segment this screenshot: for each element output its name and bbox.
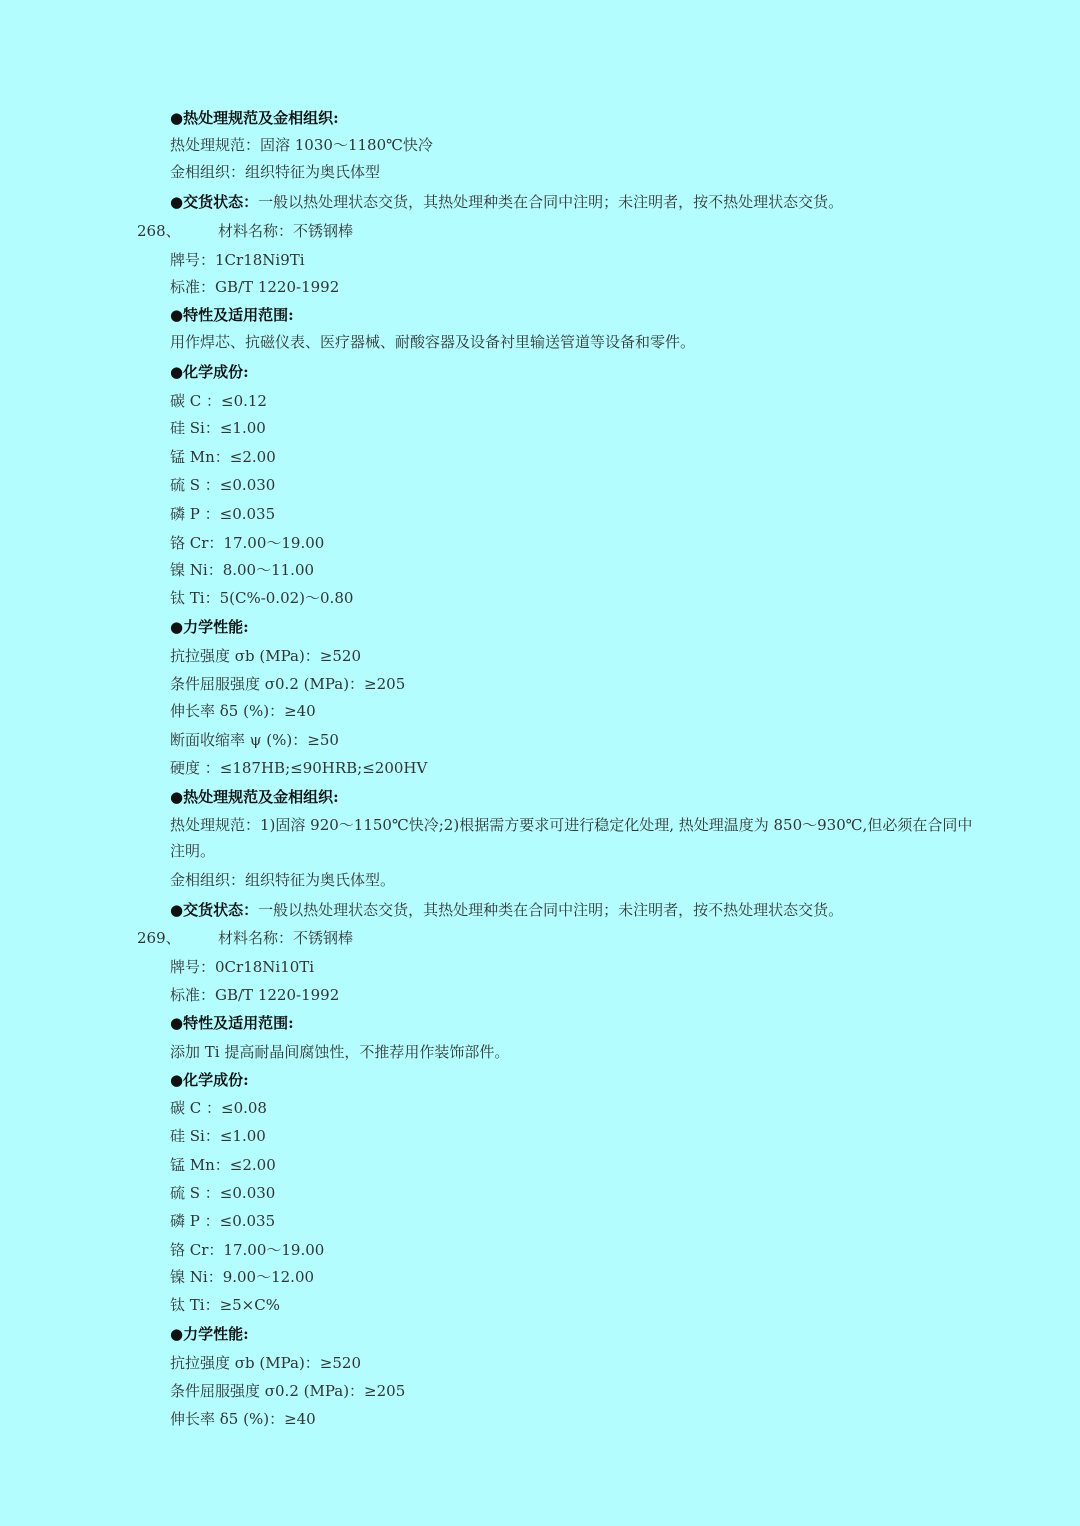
mech-yield: 条件屈服强度 σ0.2 (MPa)：≥205: [170, 1382, 406, 1400]
feature-heading: ●特性及适用范围:: [170, 1014, 294, 1032]
heat-treatment-spec: 热处理规范：固溶 1030～1180℃快冷: [170, 136, 433, 154]
mech-hardness: 硬度 ：≤187HB;≤90HRB;≤200HV: [170, 759, 428, 777]
heat-treatment-heading: ●热处理规范及金相组织:: [170, 109, 339, 127]
chem-silicon: 硅 Si：≤1.00: [170, 419, 266, 437]
entry-number: 268、: [137, 222, 181, 240]
feature-heading: ●特性及适用范围:: [170, 306, 294, 324]
chem-titanium: 钛 Ti：≥5×C%: [170, 1296, 280, 1314]
feature-text: 用作焊芯、抗磁仪表、医疗器械、耐酸容器及设备衬里输送管道等设备和零件。: [170, 333, 696, 351]
material-name: 材料名称：不锈钢棒: [218, 222, 354, 240]
chem-titanium: 钛 Ti：5(C%-0.02)～0.80: [170, 589, 354, 607]
mech-elongation: 伸长率 δ5 (%)：≥40: [170, 1410, 316, 1428]
delivery-label: ●交货状态：: [170, 193, 259, 211]
metallography: 金相组织：组织特征为奥氏体型: [170, 163, 381, 181]
mechanical-heading: ●力学性能:: [170, 618, 249, 636]
chem-phosphorus: 磷 P ：≤0.035: [170, 505, 276, 523]
chem-manganese: 锰 Mn：≤2.00: [170, 448, 276, 466]
metallography: 金相组织：组织特征为奥氏体型。: [170, 871, 396, 889]
delivery-state: [170, 900, 843, 920]
chem-nickel: 镍 Ni：9.00～12.00: [170, 1268, 315, 1286]
chemical-heading: ●化学成份:: [170, 1071, 249, 1089]
material-name: 材料名称：不锈钢棒: [218, 929, 354, 947]
heat-treatment-spec: 热处理规范：1)固溶 920～1150℃快冷;2)根据需方要求可进行稳定化处理, 热处理温度为 850～930℃,但必须在合同中: [170, 816, 973, 834]
chem-carbon: 碳 C ：≤0.12: [170, 392, 267, 410]
chemical-heading: ●化学成份:: [170, 363, 249, 381]
grade: 牌号：0Cr18Ni10Ti: [170, 958, 315, 976]
delivery-text: 一般以热处理状态交货，其热处理种类在合同中注明；未注明者，按不热处理状态交货。: [258, 193, 844, 211]
mechanical-heading: ●力学性能:: [170, 1325, 249, 1343]
entry-number: 269、: [137, 929, 181, 947]
chem-chromium: 铬 Cr：17.00～19.00: [170, 1241, 325, 1259]
chem-phosphorus: 磷 P ：≤0.035: [170, 1212, 276, 1230]
chem-silicon: 硅 Si：≤1.00: [170, 1127, 266, 1145]
chem-chromium: 铬 Cr：17.00～19.00: [170, 534, 325, 552]
chem-carbon: 碳 C ：≤0.08: [170, 1099, 267, 1117]
delivery-text: 一般以热处理状态交货，其热处理种类在合同中注明；未注明者，按不热处理状态交货。: [258, 901, 844, 919]
grade: 牌号：1Cr18Ni9Ti: [170, 251, 305, 269]
mech-tensile: 抗拉强度 σb (MPa)：≥520: [170, 647, 362, 665]
heat-treatment-spec-cont: 注明。: [170, 842, 216, 860]
mech-yield: 条件屈服强度 σ0.2 (MPa)：≥205: [170, 675, 406, 693]
chem-manganese: 锰 Mn：≤2.00: [170, 1156, 276, 1174]
feature-text: 添加 Ti 提高耐晶间腐蚀性，不推荐用作装饰部件。: [170, 1043, 510, 1061]
chem-sulfur: 硫 S ：≤0.030: [170, 476, 276, 494]
mech-tensile: 抗拉强度 σb (MPa)：≥520: [170, 1354, 362, 1372]
delivery-label: ●交货状态：: [170, 901, 259, 919]
delivery-state: [170, 192, 843, 212]
mech-reduction: 断面收缩率 ψ (%)：≥50: [170, 731, 339, 749]
heat-treatment-heading: ●热处理规范及金相组织:: [170, 788, 339, 806]
standard: 标准：GB/T 1220-1992: [170, 278, 340, 296]
mech-elongation: 伸长率 δ5 (%)：≥40: [170, 702, 316, 720]
standard: 标准：GB/T 1220-1992: [170, 986, 340, 1004]
chem-sulfur: 硫 S ：≤0.030: [170, 1184, 276, 1202]
chem-nickel: 镍 Ni：8.00～11.00: [170, 561, 315, 579]
